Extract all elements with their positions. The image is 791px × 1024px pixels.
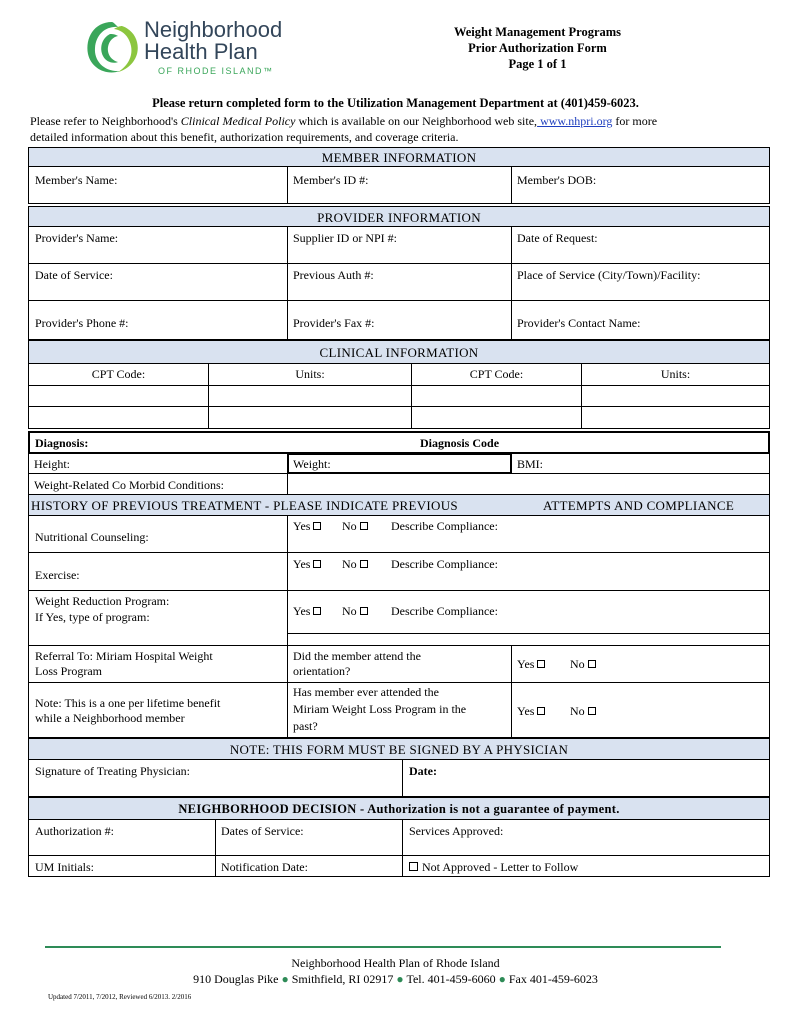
supplier-id-field[interactable] — [287, 226, 512, 264]
physician-signature-label: Signature of Treating Physician: — [35, 764, 190, 778]
wrp-describe: Describe Compliance: — [391, 604, 498, 618]
checkbox-icon[interactable] — [360, 607, 368, 615]
exercise-no[interactable] — [342, 557, 368, 572]
authorization-number-field[interactable] — [28, 819, 216, 856]
provider-fax-label: Provider's Fax #: — [293, 316, 375, 330]
history-header-left: HISTORY OF PREVIOUS TREATMENT - PLEASE INDICATE PREVIOUS — [31, 498, 458, 513]
note-label-1: Note: This is a one per lifetime benefit — [35, 696, 221, 710]
cpt-row2-col4[interactable] — [581, 406, 770, 429]
bmi-label: BMI: — [517, 457, 544, 471]
nutritional-describe: Describe Compliance: — [391, 519, 498, 533]
decision-section-header: NEIGHBORHOOD DECISION - Authorization is not a guarantee of payment. — [28, 797, 770, 820]
height-field[interactable] — [28, 453, 288, 474]
exercise-response — [287, 552, 770, 591]
member-name-label: Member's Name: — [35, 173, 118, 187]
provider-contact-label: Provider's Contact Name: — [517, 316, 641, 330]
yes-label: Yes — [517, 657, 535, 671]
member-id-label: Member's ID #: — [293, 173, 369, 187]
orientation-response — [511, 645, 770, 683]
notification-date-field[interactable] — [215, 855, 403, 877]
refer-mid: which is available on our Neighborhood web site, — [295, 114, 538, 128]
footer-city: Smithfield, RI 02917 — [291, 972, 394, 986]
not-approved-label: Not Approved - Letter to Follow — [422, 860, 579, 874]
note-label-cell — [28, 682, 288, 738]
supplier-id-label: Supplier ID or NPI #: — [293, 231, 397, 245]
decision-dates-field[interactable] — [215, 819, 403, 856]
referral-label-2: Loss Program — [35, 664, 102, 678]
footer-address — [0, 972, 791, 987]
weight-field[interactable] — [287, 453, 512, 474]
comorbid-label: Weight-Related Co Morbid Conditions: — [34, 478, 225, 492]
footer-org: Neighborhood Health Plan of Rhode Island — [291, 956, 500, 970]
checkbox-icon[interactable] — [537, 707, 545, 715]
yes-label: Yes — [293, 519, 311, 533]
form-title: Weight Management Programs — [453, 25, 622, 39]
prev-auth-label: Previous Auth #: — [293, 268, 374, 282]
wrp-label-2: If Yes, type of program: — [35, 610, 150, 624]
not-approved-checkbox-icon[interactable] — [409, 862, 418, 871]
diagnosis-row[interactable] — [28, 431, 770, 454]
signature-date-field[interactable] — [402, 759, 770, 797]
no-label: No — [342, 604, 357, 618]
refer-paragraph — [30, 113, 770, 145]
yes-label: Yes — [293, 604, 311, 618]
return-instructions: Please return completed form to the Utilization Management Department at (401)459-6023. — [152, 96, 639, 110]
attended-question-2: Miriam Weight Loss Program in the — [293, 702, 467, 716]
cpt-code-label-2: CPT Code: — [469, 367, 524, 381]
nhpri-link[interactable]: www.nhpri.org — [537, 114, 613, 128]
nutritional-label-cell — [28, 515, 288, 553]
attended-question-1: Has member ever attended the — [293, 685, 439, 699]
yes-label: Yes — [293, 557, 311, 571]
refer-line2: detailed information about this benefit, authorization requirements, and coverage criteria. — [30, 130, 459, 144]
provider-section-header: PROVIDER INFORMATION — [28, 206, 770, 227]
cpt-row2-col1[interactable] — [28, 406, 209, 429]
page-number: Page 1 of 1 — [508, 57, 567, 71]
provider-fax-field[interactable] — [287, 300, 512, 340]
comorbid-label-cell — [28, 473, 288, 495]
um-initials-field[interactable] — [28, 855, 216, 877]
place-service-label: Place of Service (City/Town)/Facility: — [517, 268, 701, 282]
wrp-label-1: Weight Reduction Program: — [35, 594, 170, 608]
no-label: No — [570, 704, 585, 718]
attended-question-cell — [287, 682, 512, 738]
orientation-question-2: orientation? — [293, 664, 351, 678]
decision-dates-label: Dates of Service: — [221, 824, 304, 838]
no-label: No — [570, 657, 585, 671]
cpt-row2-col2[interactable] — [208, 406, 412, 429]
provider-phone-field[interactable] — [28, 300, 288, 340]
wrp-no[interactable] — [342, 604, 368, 619]
note-label-2: while a Neighborhood member — [35, 711, 185, 725]
nutritional-response — [287, 515, 770, 553]
cpt-row1-col2[interactable] — [208, 385, 412, 407]
signature-section-header: NOTE: THIS FORM MUST BE SIGNED BY A PHYSICIAN — [28, 738, 770, 760]
provider-name-label: Provider's Name: — [35, 231, 119, 245]
attended-yes[interactable] — [517, 704, 545, 719]
footer-street: 910 Douglas Pike — [193, 972, 279, 986]
height-label: Height: — [34, 457, 70, 471]
form-title-block — [430, 24, 645, 72]
bmi-field[interactable] — [511, 453, 770, 474]
exercise-label: Exercise: — [35, 568, 80, 582]
place-service-field[interactable] — [511, 263, 770, 301]
diagnosis-code-label: Diagnosis Code — [420, 436, 500, 450]
logo-line3: OF RHODE ISLAND™ — [158, 66, 274, 76]
cpt-code-header-2 — [411, 363, 582, 386]
provider-name-field[interactable] — [28, 226, 288, 264]
attended-question-3: past? — [293, 719, 318, 733]
units-header-2 — [581, 363, 770, 386]
notification-date-label: Notification Date: — [221, 860, 308, 874]
bullet-icon: ● — [281, 972, 289, 986]
footer-tel: Tel. 401-459-6060 — [406, 972, 496, 986]
units-header-1 — [208, 363, 412, 386]
signature-date-label: Date: — [409, 764, 437, 778]
checkbox-icon[interactable] — [360, 522, 368, 530]
member-name-field[interactable] — [28, 166, 288, 204]
refer-post: for more — [612, 114, 658, 128]
footer-rule — [45, 946, 721, 948]
footer-updated: Updated 7/2011, 7/2012, Reviewed 6/2013. 2/2016 — [48, 993, 192, 1001]
orientation-no[interactable] — [570, 657, 596, 672]
form-subtitle: Prior Authorization Form — [468, 41, 607, 55]
checkbox-icon[interactable] — [313, 560, 321, 568]
authorization-number-label: Authorization #: — [35, 824, 114, 838]
nutritional-label: Nutritional Counseling: — [35, 530, 149, 544]
date-service-field[interactable] — [28, 263, 288, 301]
logo-line1: Neighborhood — [144, 17, 283, 42]
attended-response — [511, 682, 770, 738]
checkbox-icon[interactable] — [588, 707, 596, 715]
bullet-icon: ● — [498, 972, 506, 986]
comorbid-field[interactable] — [287, 473, 770, 495]
nutritional-yes[interactable] — [293, 519, 321, 534]
exercise-yes[interactable] — [293, 557, 321, 572]
refer-italic: Clinical Medical Policy — [180, 114, 296, 128]
services-approved-label: Services Approved: — [409, 824, 504, 838]
no-label: No — [342, 519, 357, 533]
member-id-field[interactable] — [287, 166, 512, 204]
checkbox-icon[interactable] — [537, 660, 545, 668]
cpt-row1-col3[interactable] — [411, 385, 582, 407]
refer-pre: Please refer to Neighborhood's — [30, 114, 181, 128]
wrp-response — [287, 590, 770, 634]
logo-swoosh-icon — [82, 16, 144, 78]
checkbox-icon[interactable] — [588, 660, 596, 668]
orientation-question-cell — [287, 645, 512, 683]
nutritional-no[interactable] — [342, 519, 368, 534]
logo-line2: Health Plan — [144, 39, 258, 64]
provider-contact-field[interactable] — [511, 300, 770, 340]
date-request-field[interactable] — [511, 226, 770, 264]
referral-label-1: Referral To: Miriam Hospital Weight — [35, 649, 213, 663]
um-initials-label: UM Initials: — [35, 860, 94, 874]
yes-label: Yes — [517, 704, 535, 718]
bullet-icon: ● — [396, 972, 404, 986]
physician-signature-field[interactable] — [28, 759, 403, 797]
logo — [82, 16, 297, 78]
checkbox-icon[interactable] — [313, 522, 321, 530]
provider-phone-label: Provider's Phone #: — [35, 316, 129, 330]
wrp-label-cell — [28, 590, 288, 646]
orientation-question-1: Did the member attend the — [293, 649, 421, 663]
services-approved-field[interactable] — [402, 819, 770, 856]
prev-auth-field[interactable] — [287, 263, 512, 301]
attended-no[interactable] — [570, 704, 596, 719]
no-label: No — [342, 557, 357, 571]
clinical-section-header: CLINICAL INFORMATION — [28, 340, 770, 364]
exercise-describe: Describe Compliance: — [391, 557, 498, 571]
member-section-header: MEMBER INFORMATION — [28, 147, 770, 167]
checkbox-icon[interactable] — [360, 560, 368, 568]
exercise-label-cell — [28, 552, 288, 591]
cpt-row1-col4[interactable] — [581, 385, 770, 407]
cpt-code-label-1: CPT Code: — [91, 367, 146, 381]
cpt-row1-col1[interactable] — [28, 385, 209, 407]
referral-label-cell — [28, 645, 288, 683]
date-service-label: Date of Service: — [35, 268, 113, 282]
history-section-header — [28, 494, 770, 516]
checkbox-icon[interactable] — [313, 607, 321, 615]
history-header-right: ATTEMPTS AND COMPLIANCE — [543, 498, 735, 513]
date-request-label: Date of Request: — [517, 231, 598, 245]
wrp-yes[interactable] — [293, 604, 321, 619]
cpt-code-header-1 — [28, 363, 209, 386]
cpt-row2-col3[interactable] — [411, 406, 582, 429]
orientation-yes[interactable] — [517, 657, 545, 672]
not-approved-field[interactable] — [402, 855, 770, 877]
member-dob-label: Member's DOB: — [517, 173, 597, 187]
member-dob-field[interactable] — [511, 166, 770, 204]
units-label-1: Units: — [295, 367, 325, 381]
footer-fax: Fax 401-459-6023 — [508, 972, 598, 986]
units-label-2: Units: — [660, 367, 691, 381]
diagnosis-label: Diagnosis: — [35, 436, 89, 450]
weight-label: Weight: — [293, 457, 331, 471]
